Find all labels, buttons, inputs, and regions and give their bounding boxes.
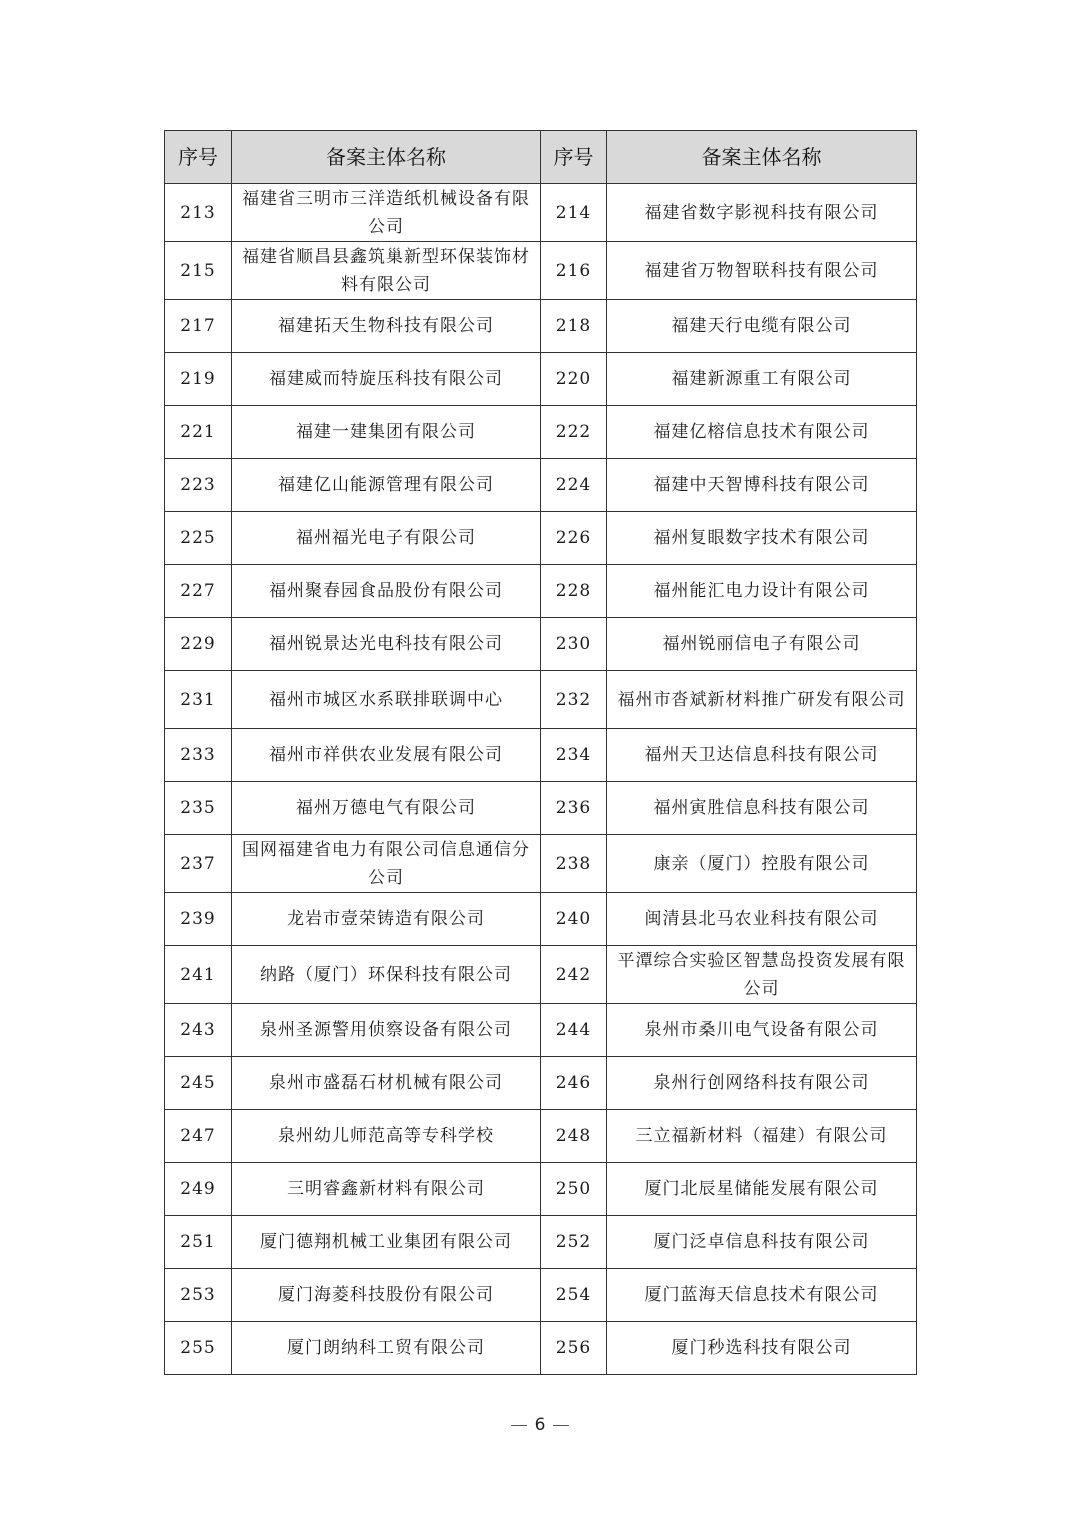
cell-serial-right: 222 — [541, 406, 607, 459]
cell-entity-name-left: 泉州幼儿师范高等专科学校 — [232, 1110, 541, 1163]
cell-serial-left: 249 — [165, 1163, 232, 1216]
cell-serial-right: 236 — [541, 782, 607, 835]
cell-serial-left: 237 — [165, 835, 232, 893]
cell-serial-right: 256 — [541, 1322, 607, 1375]
cell-entity-name-right: 厦门泛卓信息科技有限公司 — [607, 1216, 917, 1269]
cell-entity-name-left: 福州锐景达光电科技有限公司 — [232, 618, 541, 671]
table-row — [165, 406, 917, 459]
cell-entity-name-left: 纳路（厦门）环保科技有限公司 — [232, 946, 541, 1004]
cell-serial-left: 245 — [165, 1057, 232, 1110]
cell-entity-name-left: 福建威而特旋压科技有限公司 — [232, 353, 541, 406]
cell-entity-name-right: 厦门秒选科技有限公司 — [607, 1322, 917, 1375]
page-number: 6 — [534, 1415, 546, 1435]
cell-serial-right: 224 — [541, 459, 607, 512]
cell-serial-left: 253 — [165, 1269, 232, 1322]
cell-entity-name-left: 福建一建集团有限公司 — [232, 406, 541, 459]
cell-entity-name-right: 福建省万物智联科技有限公司 — [607, 242, 917, 300]
footer-dash-left — [511, 1425, 527, 1426]
cell-serial-right: 252 — [541, 1216, 607, 1269]
cell-entity-name-right: 福建省数字影视科技有限公司 — [607, 184, 917, 242]
cell-entity-name-left: 福州市祥供农业发展有限公司 — [232, 729, 541, 782]
cell-serial-right: 230 — [541, 618, 607, 671]
header-entity-name-right: 备案主体名称 — [607, 131, 917, 184]
footer-dash-right — [553, 1425, 569, 1426]
table-row — [165, 782, 917, 835]
cell-serial-right: 242 — [541, 946, 607, 1004]
table-row — [165, 242, 917, 300]
table-row — [165, 893, 917, 946]
cell-entity-name-left: 厦门海菱科技股份有限公司 — [232, 1269, 541, 1322]
registration-table — [164, 130, 917, 1375]
cell-serial-right: 226 — [541, 512, 607, 565]
table-row — [165, 1163, 917, 1216]
cell-serial-left: 219 — [165, 353, 232, 406]
table-header-row — [165, 131, 917, 184]
cell-entity-name-left: 泉州圣源警用侦察设备有限公司 — [232, 1004, 541, 1057]
table-row — [165, 729, 917, 782]
table-row — [165, 353, 917, 406]
cell-serial-left: 223 — [165, 459, 232, 512]
table-row — [165, 184, 917, 242]
cell-serial-left: 235 — [165, 782, 232, 835]
header-entity-name-left: 备案主体名称 — [232, 131, 541, 184]
cell-entity-name-right: 康亲（厦门）控股有限公司 — [607, 835, 917, 893]
cell-entity-name-left: 泉州市盛磊石材机械有限公司 — [232, 1057, 541, 1110]
cell-serial-left: 229 — [165, 618, 232, 671]
cell-entity-name-right: 厦门北辰星储能发展有限公司 — [607, 1163, 917, 1216]
cell-serial-left: 239 — [165, 893, 232, 946]
table-row — [165, 835, 917, 893]
cell-entity-name-right: 福州天卫达信息科技有限公司 — [607, 729, 917, 782]
cell-entity-name-right: 福建新源重工有限公司 — [607, 353, 917, 406]
table-row — [165, 300, 917, 353]
cell-entity-name-left: 福建省顺昌县鑫筑巢新型环保装饰材料有限公司 — [232, 242, 541, 300]
cell-entity-name-left: 龙岩市壹荣铸造有限公司 — [232, 893, 541, 946]
cell-entity-name-right: 福建天行电缆有限公司 — [607, 300, 917, 353]
header-serial-left: 序号 — [165, 131, 232, 184]
cell-entity-name-right: 平潭综合实验区智慧岛投资发展有限公司 — [607, 946, 917, 1004]
cell-serial-right: 220 — [541, 353, 607, 406]
table-row — [165, 671, 917, 729]
cell-serial-left: 233 — [165, 729, 232, 782]
cell-serial-left: 247 — [165, 1110, 232, 1163]
cell-entity-name-right: 福建亿榕信息技术有限公司 — [607, 406, 917, 459]
table-row — [165, 1322, 917, 1375]
cell-serial-left: 251 — [165, 1216, 232, 1269]
cell-serial-right: 244 — [541, 1004, 607, 1057]
cell-entity-name-left: 厦门德翔机械工业集团有限公司 — [232, 1216, 541, 1269]
table-row — [165, 1110, 917, 1163]
cell-serial-right: 248 — [541, 1110, 607, 1163]
cell-entity-name-right: 厦门蓝海天信息技术有限公司 — [607, 1269, 917, 1322]
cell-serial-left: 213 — [165, 184, 232, 242]
cell-serial-right: 254 — [541, 1269, 607, 1322]
header-serial-right: 序号 — [541, 131, 607, 184]
cell-serial-right: 214 — [541, 184, 607, 242]
cell-entity-name-right: 三立福新材料（福建）有限公司 — [607, 1110, 917, 1163]
cell-serial-left: 221 — [165, 406, 232, 459]
cell-entity-name-right: 福州复眼数字技术有限公司 — [607, 512, 917, 565]
cell-entity-name-left: 三明睿鑫新材料有限公司 — [232, 1163, 541, 1216]
cell-entity-name-right: 福州锐丽信电子有限公司 — [607, 618, 917, 671]
cell-serial-right: 240 — [541, 893, 607, 946]
cell-serial-left: 255 — [165, 1322, 232, 1375]
cell-serial-left: 227 — [165, 565, 232, 618]
cell-serial-left: 215 — [165, 242, 232, 300]
cell-entity-name-left: 福建亿山能源管理有限公司 — [232, 459, 541, 512]
cell-entity-name-right: 闽清县北马农业科技有限公司 — [607, 893, 917, 946]
cell-serial-left: 217 — [165, 300, 232, 353]
cell-serial-right: 234 — [541, 729, 607, 782]
cell-serial-left: 241 — [165, 946, 232, 1004]
cell-entity-name-left: 福州聚春园食品股份有限公司 — [232, 565, 541, 618]
cell-entity-name-left: 厦门朗纳科工贸有限公司 — [232, 1322, 541, 1375]
cell-entity-name-left: 福建省三明市三洋造纸机械设备有限公司 — [232, 184, 541, 242]
cell-entity-name-left: 福州市城区水系联排联调中心 — [232, 671, 541, 729]
table-row — [165, 1216, 917, 1269]
cell-serial-right: 246 — [541, 1057, 607, 1110]
cell-entity-name-left: 福建拓天生物科技有限公司 — [232, 300, 541, 353]
table-row — [165, 565, 917, 618]
cell-serial-right: 238 — [541, 835, 607, 893]
cell-entity-name-right: 福建中天智博科技有限公司 — [607, 459, 917, 512]
cell-serial-right: 228 — [541, 565, 607, 618]
page-footer — [0, 1415, 1080, 1435]
table-row — [165, 618, 917, 671]
table-row — [165, 1057, 917, 1110]
cell-entity-name-left: 福州万德电气有限公司 — [232, 782, 541, 835]
cell-entity-name-right: 福州能汇电力设计有限公司 — [607, 565, 917, 618]
table-row — [165, 946, 917, 1004]
cell-serial-left: 231 — [165, 671, 232, 729]
cell-entity-name-left: 福州福光电子有限公司 — [232, 512, 541, 565]
cell-entity-name-right: 泉州市桑川电气设备有限公司 — [607, 1004, 917, 1057]
table-row — [165, 1269, 917, 1322]
cell-entity-name-right: 福州寅胜信息科技有限公司 — [607, 782, 917, 835]
cell-entity-name-right: 泉州行创网络科技有限公司 — [607, 1057, 917, 1110]
table-row — [165, 1004, 917, 1057]
table-row — [165, 459, 917, 512]
table-row — [165, 512, 917, 565]
cell-serial-right: 250 — [541, 1163, 607, 1216]
cell-serial-left: 243 — [165, 1004, 232, 1057]
cell-entity-name-right: 福州市沓斌新材料推广研发有限公司 — [607, 671, 917, 729]
cell-entity-name-left: 国网福建省电力有限公司信息通信分公司 — [232, 835, 541, 893]
cell-serial-right: 216 — [541, 242, 607, 300]
cell-serial-right: 232 — [541, 671, 607, 729]
cell-serial-right: 218 — [541, 300, 607, 353]
cell-serial-left: 225 — [165, 512, 232, 565]
